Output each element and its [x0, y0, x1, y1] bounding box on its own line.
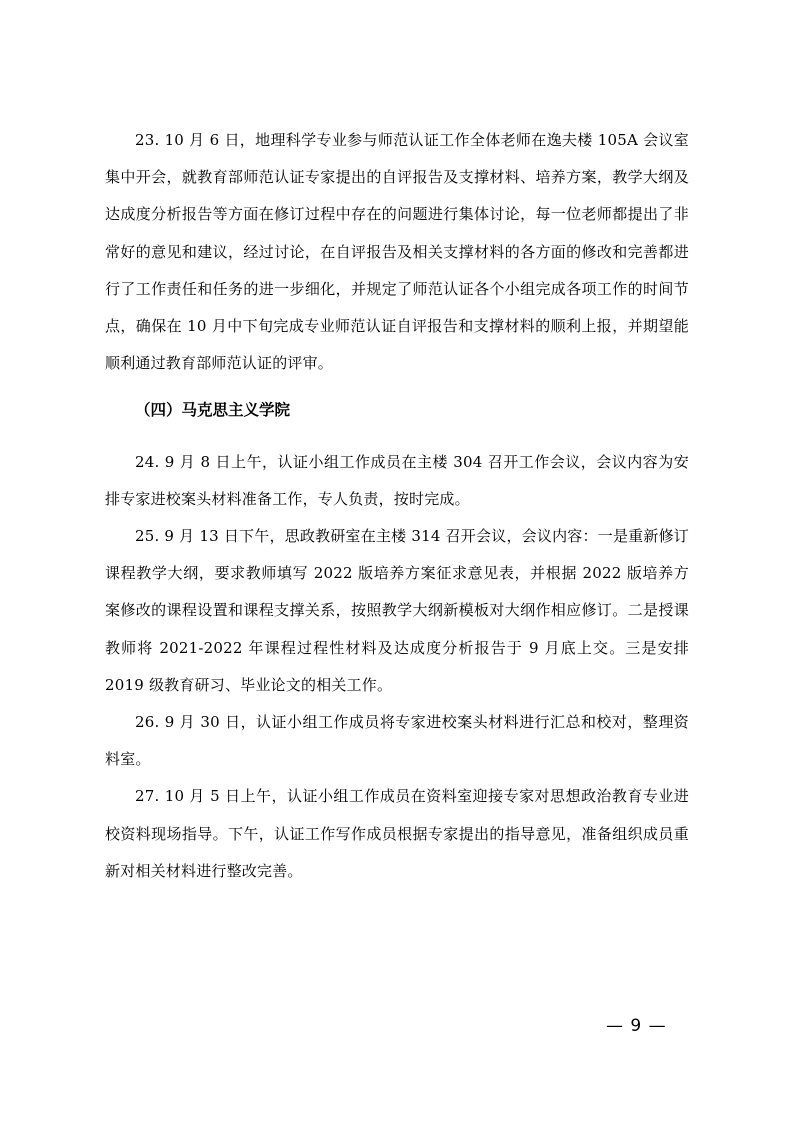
- paragraph-23: 23. 10 月 6 日，地理科学专业参与师范认证工作全体老师在逸夫楼 105A 会议室集中开会，就教育部师范认证专家提出的自评报告及支撑材料、培养方案，教学大纲及达成度分析报告等方面在修订过程中存在的问题进行集体讨论，每一位老师都提出了非常好的意见和建议，经过讨论，在自评报告及相关支撑材料的各方面的修改和完善都进行了工作责任和任务的进一步细化，并规定了师范认证各个小组完成各项工作的时间节点，确保在 10 月中下旬完成专业师范认证自评报告和支撑材料的顺利上报，并期望能顺利通过教育部师范认证的评审。: [105, 131, 689, 373]
- paragraph-26: 26. 9 月 30 日，认证小组工作成员将专家进校案头材料进行汇总和校对，整理资料室。: [105, 713, 689, 769]
- section-heading: （四）马克思主义学院: [135, 401, 291, 420]
- paragraph-24: 24. 9 月 8 日上午，认证小组工作成员在主楼 304 召开工作会议，会议内容为安排专家进校案头材料准备工作，专人负责，按时完成。: [105, 452, 689, 508]
- document-body: [105, 122, 689, 890]
- paragraph-27: 27. 10 月 5 日上午，认证小组工作成员在资料室迎接专家对思想政治教育专业进校资料现场指导。下午，认证工作写作成员根据专家提出的指导意见，准备组织成员重新对相关材料进行整改完善。: [105, 787, 689, 880]
- paragraph-25: 25. 9 月 13 日下午，思政教研室在主楼 314 召开会议，会议内容：一是重新修订课程教学大纲，要求教师填写 2022 版培养方案征求意见表，并根据 2022 版培养方案修改的课程设置和课程支撑关系，按照教学大纲新模板对大纲作相应修订。二是授课教师将 2021-2022 年课程过程性材料及达成度分析报告于 9 月底上交。三是安排 2019 级教育研习、毕业论文的相关工作。: [105, 527, 689, 694]
- page-number: — 9 —: [606, 1016, 667, 1036]
